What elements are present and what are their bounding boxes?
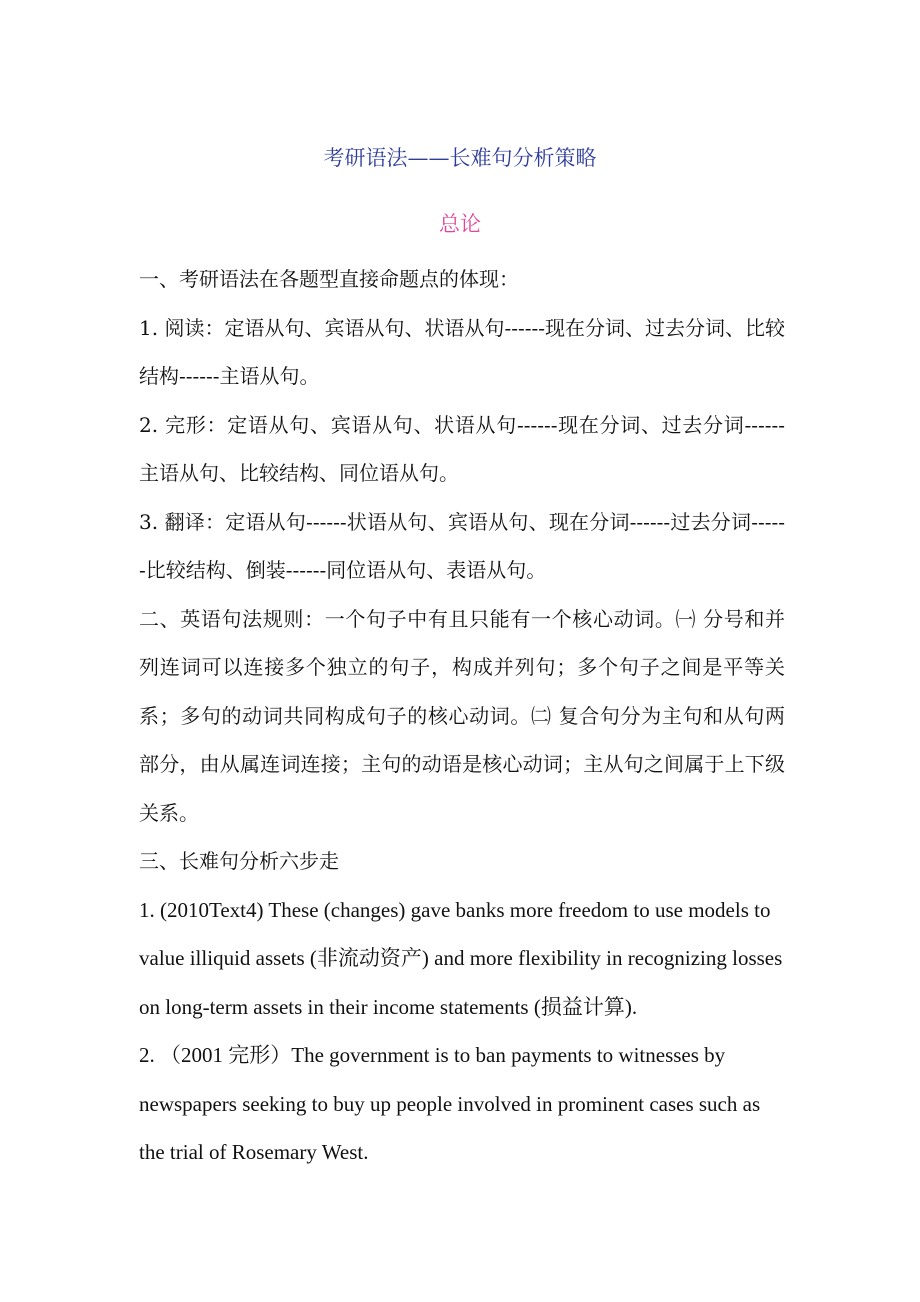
section-heading: 总论 (439, 212, 481, 236)
paragraph-syntax-rules: 二、英语句法规则：一个句子中有且只能有一个核心动词。㈠ 分号和并列连词可以连接多个独立的句子，构成并列句；多个句子之间是平等关系；多句的动词共同构成句子的核心动词。㈡ 复合句分为主句和从句两部分，由从属连词连接；主句的动语是核心动词；主从句之间属于上下级关系。 (139, 606, 785, 825)
paragraph-reading: 1. 阅读：定语从句、宾语从句、状语从句------现在分词、过去分词、比较结构------主语从句。 (139, 315, 785, 388)
paragraph-example-2: 2. （2001 完形）The government is to ban payments to witnesses by newspapers seeking to buy up people involved in prominent cases such as the trial of Rosemary West. (139, 1043, 761, 1164)
document-body (139, 255, 785, 1177)
paragraph-translation: 3. 翻译：定语从句------状语从句、宾语从句、现在分词------过去分词------比较结构、倒装------同位语从句、表语从句。 (139, 509, 785, 582)
paragraph-heading-3: 三、长难句分析六步走 (139, 849, 339, 873)
document-title: 考研语法——长难句分析策略 (323, 146, 597, 170)
paragraph-cloze: 2. 完形：定语从句、宾语从句、状语从句------现在分词、过去分词------主语从句、比较结构、同位语从句。 (139, 412, 785, 485)
paragraph-heading-1: 一、考研语法在各题型直接命题点的体现： (139, 267, 519, 291)
paragraph-example-1: 1. (2010Text4) These (changes) gave banks more freedom to use models to value illiquid assets (非流动资产) and more flexibility in recognizing losses on long-term assets in their income statements (损益计算). (139, 897, 783, 1019)
